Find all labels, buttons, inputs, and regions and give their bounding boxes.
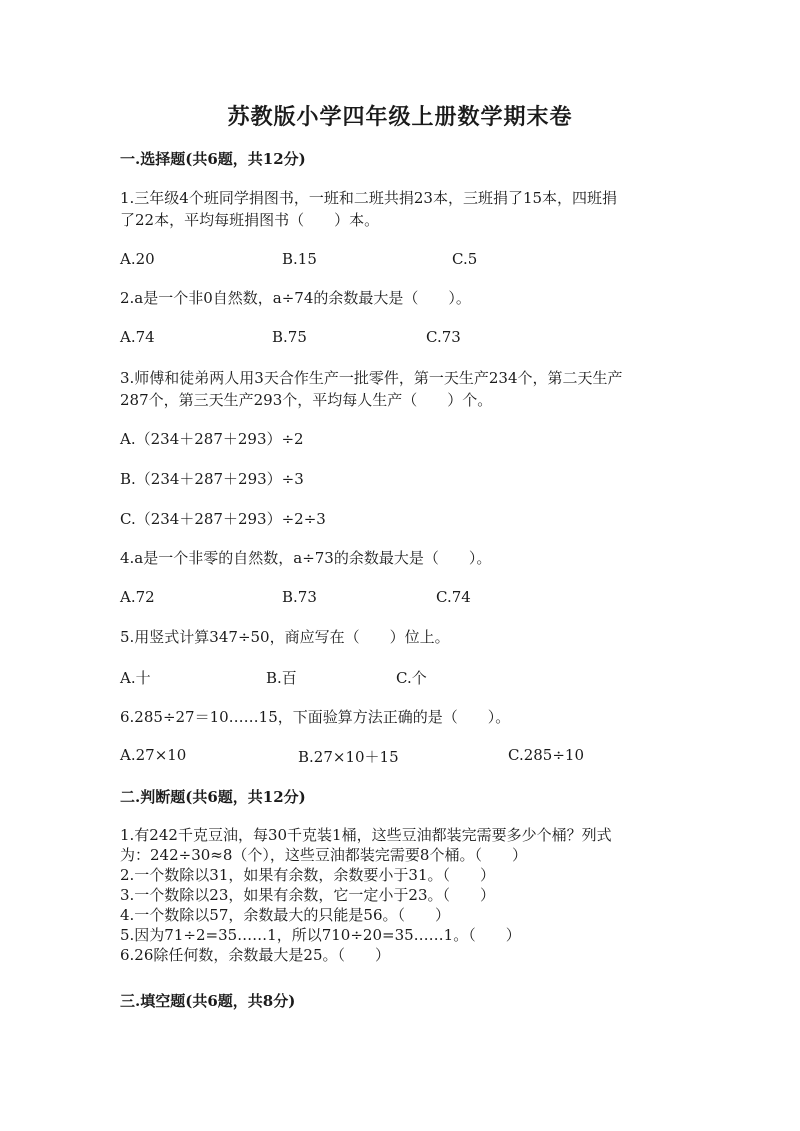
question-4-option-c: C.74 bbox=[436, 588, 471, 606]
question-3-option-b: B.（234＋287＋293）÷3 bbox=[120, 470, 304, 488]
question-2-option-c: C.73 bbox=[426, 328, 461, 346]
question-5-line-1: 5.用竖式计算347÷50，商应写在（ ）位上。 bbox=[120, 628, 450, 646]
question-3-option-c: C.（234＋287＋293）÷2÷3 bbox=[120, 510, 326, 528]
question-6-option-b: B.27×10＋15 bbox=[298, 748, 399, 766]
question-4-option-a: A.72 bbox=[120, 588, 155, 606]
question-3-line-1: 3.师傅和徒弟两人用3天合作生产一批零件，第一天生产234个，第二天生产 bbox=[120, 369, 623, 387]
question-5-option-b: B.百 bbox=[266, 669, 297, 687]
question-5-option-a: A.十 bbox=[120, 669, 151, 687]
question-6-line-1: 6.285÷27＝10……15，下面验算方法正确的是（ ）。 bbox=[120, 708, 511, 726]
judgement-line-2: 为：242÷30≈8（个），这些豆油都装完需要8个桶。（ ） bbox=[120, 846, 527, 864]
question-5-option-c: C.个 bbox=[396, 669, 427, 687]
question-1-option-c: C.5 bbox=[452, 250, 478, 268]
section-heading-judgement: 二.判断题(共6题，共12分) bbox=[120, 788, 306, 806]
judgement-line-3: 2.一个数除以31，如果有余数，余数要小于31。（ ） bbox=[120, 866, 495, 884]
question-1-line-1: 1.三年级4个班同学捐图书，一班和二班共捐23本，三班捐了15本，四班捐 bbox=[120, 189, 618, 207]
question-6-option-a: A.27×10 bbox=[120, 746, 187, 764]
judgement-line-1: 1.有242千克豆油，每30千克装1桶，这些豆油都装完需要多少个桶？列式 bbox=[120, 826, 612, 844]
question-2-option-b: B.75 bbox=[272, 328, 307, 346]
question-4-option-b: B.73 bbox=[282, 588, 317, 606]
judgement-line-6: 5.因为71÷2=35……1，所以710÷20=35……1。（ ） bbox=[120, 926, 521, 944]
question-1-option-a: A.20 bbox=[120, 250, 155, 268]
question-1-line-2: 了22本，平均每班捐图书（ ）本。 bbox=[120, 211, 380, 229]
question-4-line-1: 4.a是一个非零的自然数，a÷73的余数最大是（ ）。 bbox=[120, 549, 492, 567]
section-heading-choice: 一.选择题(共6题，共12分) bbox=[120, 150, 306, 168]
question-6-option-c: C.285÷10 bbox=[508, 746, 584, 764]
judgement-line-5: 4.一个数除以57，余数最大的只能是56。（ ） bbox=[120, 906, 450, 924]
question-3-line-2: 287个，第三天生产293个，平均每人生产（ ）个。 bbox=[120, 391, 493, 409]
question-2-option-a: A.74 bbox=[120, 328, 155, 346]
judgement-line-4: 3.一个数除以23，如果有余数，它一定小于23。（ ） bbox=[120, 886, 495, 904]
page-title: 苏教版小学四年级上册数学期末卷 bbox=[227, 104, 573, 130]
section-heading-fill-in: 三.填空题(共6题，共8分) bbox=[120, 992, 296, 1010]
question-1-option-b: B.15 bbox=[282, 250, 317, 268]
judgement-line-7: 6.26除任何数，余数最大是25。（ ） bbox=[120, 946, 390, 964]
question-2-line-1: 2.a是一个非0自然数，a÷74的余数最大是（ ）。 bbox=[120, 289, 471, 307]
question-3-option-a: A.（234＋287＋293）÷2 bbox=[120, 430, 304, 448]
